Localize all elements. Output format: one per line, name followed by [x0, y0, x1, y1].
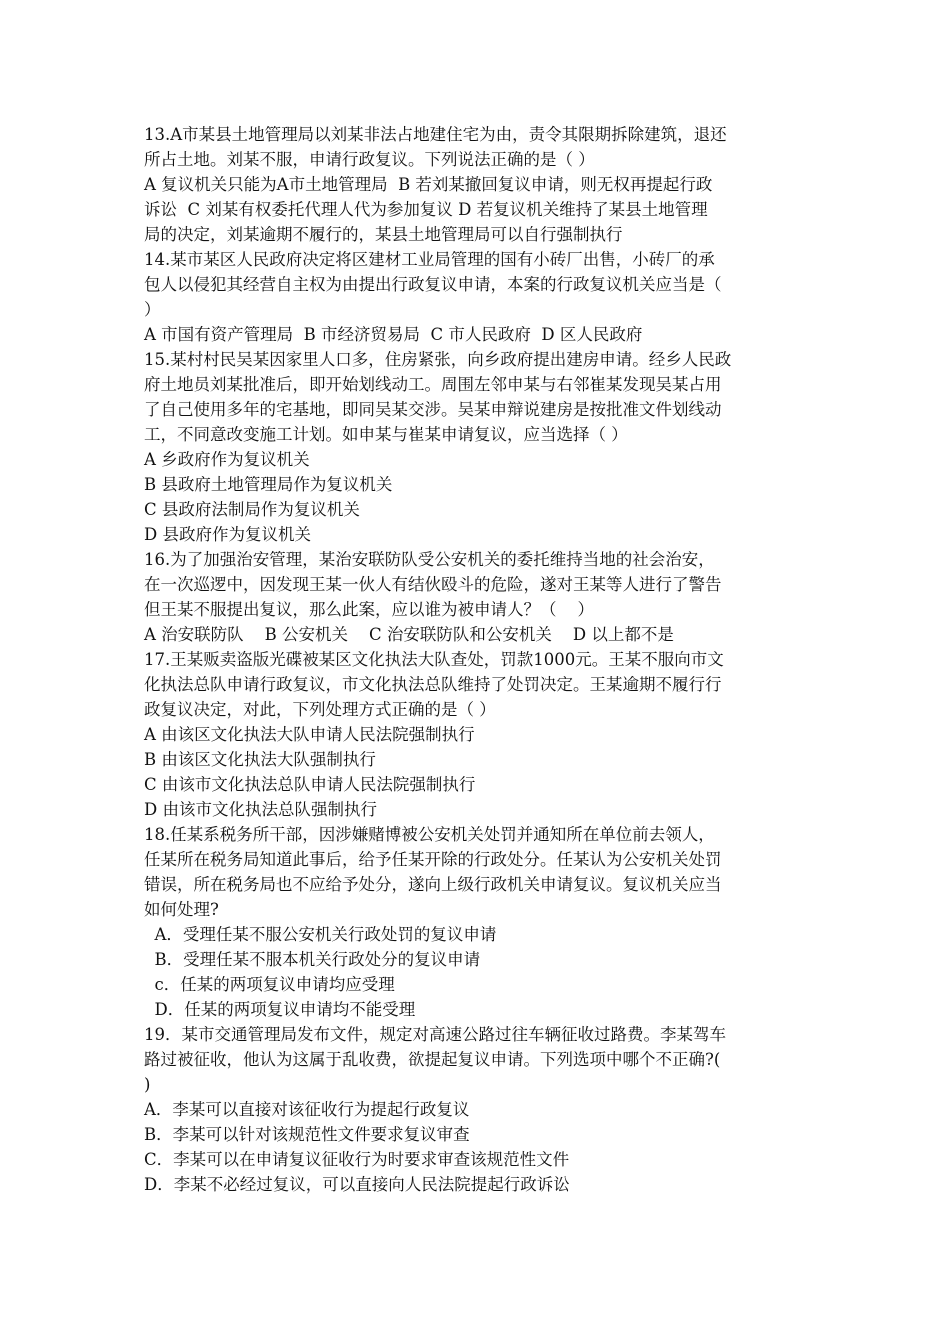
text-line: D．任某的两项复议申请均不能受理 [144, 1000, 416, 1019]
text-line: B．受理任某不服本机关行政处分的复议申请 [144, 950, 481, 969]
text-line: 错误，所在税务局也不应给予处分，遂向上级行政机关申请复议。复议机关应当 [144, 875, 722, 894]
text-line: A 治安联防队 B 公安机关 C 治安联防队和公安机关 D 以上都不是 [144, 625, 674, 644]
text-line: B 由该区文化执法大队强制执行 [144, 750, 376, 769]
text-line: 18.任某系税务所干部，因涉嫌赌博被公安机关处罚并通知所在单位前去领人， [144, 825, 715, 844]
text-line: B．李某可以针对该规范性文件要求复议审查 [144, 1125, 470, 1144]
text-line: 13.A市某县土地管理局以刘某非法占地建住宅为由，责令其限期拆除建筑，退还 [144, 125, 727, 144]
text-line: D 由该市文化执法总队强制执行 [144, 800, 377, 819]
text-line: 15.某村村民吴某因家里人口多，住房紧张，向乡政府提出建房申请。经乡人民政 [144, 350, 732, 369]
text-line: C．李某可以在申请复议征收行为时要求审查该规范性文件 [144, 1150, 570, 1169]
document-page [144, 122, 812, 1197]
text-line: 局的决定，刘某逾期不履行的，某县土地管理局可以自行强制执行 [144, 225, 623, 244]
text-line: 19．某市交通管理局发布文件，规定对高速公路过往车辆征收过路费。李某驾车 [144, 1025, 726, 1044]
text-line: A 市国有资产管理局 B 市经济贸易局 C 市人民政府 D 区人民政府 [144, 325, 643, 344]
text-line: 诉讼 C 刘某有权委托代理人代为参加复议 D 若复议机关维持了某县土地管理 [144, 200, 708, 219]
text-line: 16.为了加强治安管理，某治安联防队受公安机关的委托维持当地的社会治安， [144, 550, 715, 569]
text-line: 了自己使用多年的宅基地，即同吴某交涉。吴某申辩说建房是按批准文件划线动 [144, 400, 722, 419]
text-line: ） [144, 300, 161, 319]
text-line: 府土地员刘某批准后，即开始划线动工。周围左邻申某与右邻崔某发现吴某占用 [144, 375, 722, 394]
text-line: 路过被征收，他认为这属于乱收费，欲提起复议申请。下列选项中哪个不正确?( [144, 1050, 721, 1069]
text-line: 政复议决定，对此，下列处理方式正确的是（ ） [144, 700, 496, 719]
text-line: A 由该区文化执法大队申请人民法院强制执行 [144, 725, 475, 744]
text-line: A 乡政府作为复议机关 [144, 450, 310, 469]
text-line: A．李某可以直接对该征收行为提起行政复议 [144, 1100, 470, 1119]
text-line: c．任某的两项复议申请均应受理 [144, 975, 395, 994]
text-line: C 县政府法制局作为复议机关 [144, 500, 360, 519]
text-line: 但王某不服提出复议，那么此案，应以谁为被申请人？（ ） [144, 600, 594, 619]
text-line: B 县政府土地管理局作为复议机关 [144, 475, 393, 494]
text-line: 17.王某贩卖盗版光碟被某区文化执法大队查处，罚款1000元。王某不服向市文 [144, 650, 724, 669]
text-line: 如何处理? [144, 900, 219, 919]
text-line: C 由该市文化执法总队申请人民法院强制执行 [144, 775, 476, 794]
text-line: 14.某市某区人民政府决定将区建材工业局管理的国有小砖厂出售，小砖厂的承 [144, 250, 715, 269]
text-line: D．李某不必经过复议，可以直接向人民法院提起行政诉讼 [144, 1175, 570, 1194]
text-line: 任某所在税务局知道此事后，给予任某开除的行政处分。任某认为公安机关处罚 [144, 850, 722, 869]
text-line: A．受理任某不服公安机关行政处罚的复议申请 [144, 925, 497, 944]
text-line: D 县政府作为复议机关 [144, 525, 311, 544]
text-line: 所占土地。刘某不服，申请行政复议。下列说法正确的是（ ） [144, 150, 595, 169]
text-line: ) [144, 1075, 151, 1094]
text-line: 包人以侵犯其经营自主权为由提出行政复议申请，本案的行政复议机关应当是（ [144, 275, 722, 294]
text-line: A 复议机关只能为A市土地管理局 B 若刘某撤回复议申请，则无权再提起行政 [144, 175, 713, 194]
text-line: 化执法总队申请行政复议，市文化执法总队维持了处罚决定。王某逾期不履行行 [144, 675, 722, 694]
text-line: 在一次巡逻中，因发现王某一伙人有结伙殴斗的危险，遂对王某等人进行了警告 [144, 575, 722, 594]
text-line: 工，不同意改变施工计划。如申某与崔某申请复议，应当选择（ ） [144, 425, 628, 444]
